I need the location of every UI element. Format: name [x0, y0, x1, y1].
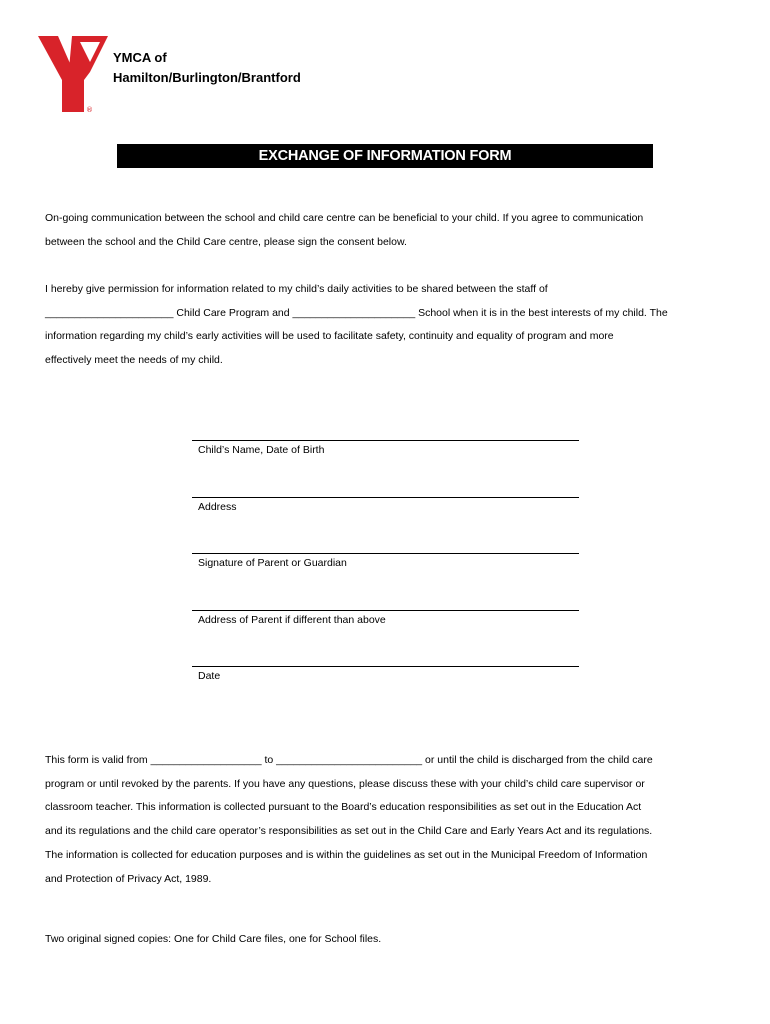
- org-line-1: YMCA of: [113, 50, 167, 65]
- field-label: Date: [198, 670, 221, 682]
- intro-line: On-going communication between the school and child care centre can be beneficial to your child. If you agree to communication: [45, 212, 644, 224]
- field-label: Address: [198, 501, 237, 513]
- intro-line: between the school and the Child Care centre, please sign the consent below.: [45, 235, 407, 248]
- validity-line: program or until revoked by the parents. If you have any questions, please discuss these with your child’s child care supervisor or: [45, 777, 645, 790]
- parent-signature-field[interactable]: [192, 553, 579, 569]
- child-name-dob-field[interactable]: [192, 440, 579, 456]
- field-label: Signature of Parent or Guardian: [198, 557, 347, 569]
- address-field[interactable]: [192, 497, 579, 513]
- trademark-symbol: ®: [86, 106, 93, 114]
- intro-paragraph: [45, 207, 725, 254]
- permission-paragraph: [45, 278, 725, 373]
- footer-note: Two original signed copies: One for Child Care files, one for School files.: [45, 933, 382, 945]
- validity-line: This form is valid from ___________________ to _________________________ or until the child is discharged from the child care: [45, 754, 653, 766]
- permission-line: information regarding my child’s early activities will be used to facilitate safety, continuity and equality of program and more: [45, 330, 614, 343]
- organization-name: [113, 48, 301, 88]
- validity-line: The information is collected for education purposes and is within the guidelines as set out in the Municipal Freedom of Information: [45, 848, 648, 861]
- signature-line: [192, 553, 579, 554]
- permission-line: I hereby give permission for information related to my child’s daily activities to be shared between the staff of: [45, 283, 548, 295]
- date-field[interactable]: [192, 666, 579, 682]
- signature-line: [192, 440, 579, 441]
- validity-paragraph: [45, 749, 725, 891]
- permission-line: effectively meet the needs of my child.: [45, 354, 223, 367]
- validity-line: and Protection of Privacy Act, 1989.: [45, 872, 212, 885]
- validity-line: classroom teacher. This information is collected pursuant to the Board’s education responsibilities as set out in the Education Act: [45, 801, 642, 814]
- ymca-logo-icon: [38, 34, 110, 114]
- field-label: Address of Parent if different than above: [198, 614, 386, 626]
- signature-line: [192, 497, 579, 498]
- parent-address-field[interactable]: [192, 610, 579, 626]
- signature-line: [192, 666, 579, 667]
- field-label: Child’s Name, Date of Birth: [198, 444, 325, 456]
- org-line-2: Hamilton/Burlington/Brantford: [113, 70, 301, 85]
- permission-line: ______________________ Child Care Program and _____________________ School when it is in the best interests of my child. The: [45, 306, 668, 319]
- form-title: EXCHANGE OF INFORMATION FORM: [117, 144, 653, 168]
- validity-line: and its regulations and the child care operator’s responsibilities as set out in the Child Care and Early Years Act and its regulations.: [45, 825, 653, 838]
- signature-line: [192, 610, 579, 611]
